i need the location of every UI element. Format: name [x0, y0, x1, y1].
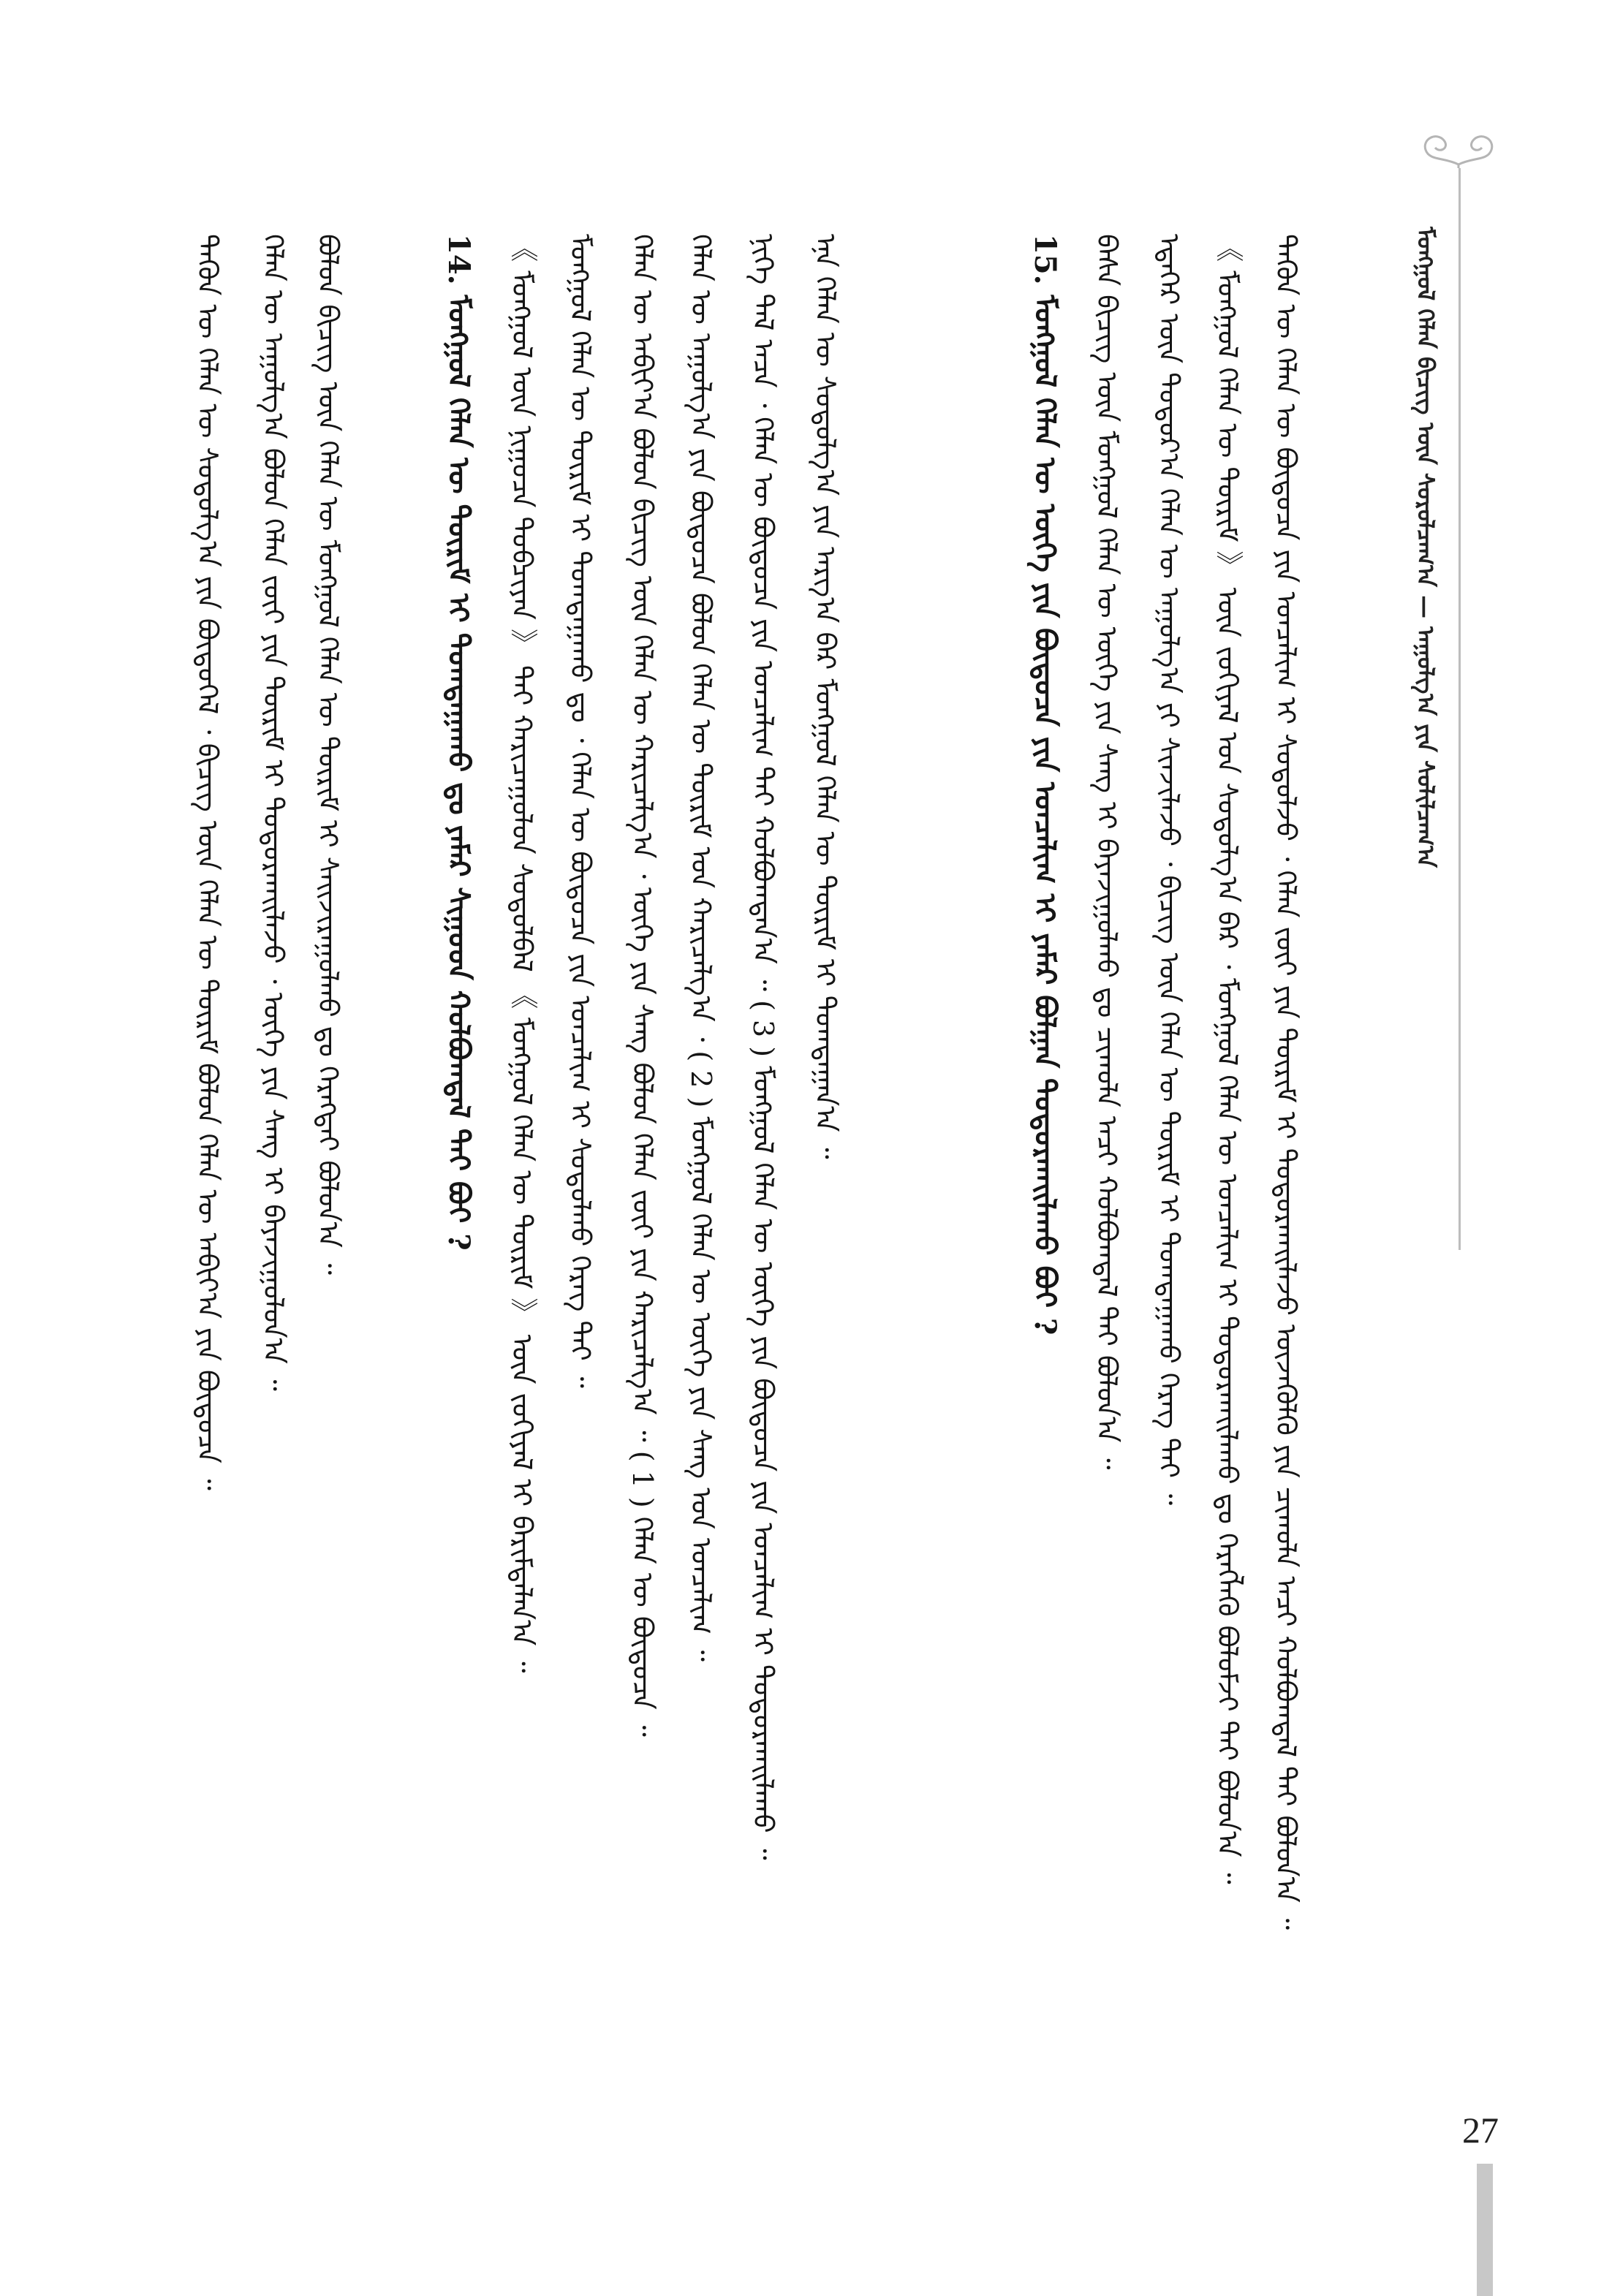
text-column-7: ᠬᠡᠯᠡᠨ ᠦ ᠠᠪᠢᠶ᠎ᠠ ᠪᠣᠯᠤᠨ ᠪᠢᠴᠢᠭ ᠦᠨ ᠬᠡᠯᠡᠨ ᠦ ᠬᠠᠷᠢᠴᠠᠯᠭ᠎ᠠ ᠂ ᠦᠭᠡ ᠶᠢᠨ ᠰᠠᠩ ᠪᠣᠯᠤᠨ ᠬᠡᠯᠡᠨ ᠵᠦᠢ ᠶᠢᠨ ᠬᠠᠷᠢᠴᠠᠯᠭ᠎ᠠ ᠃ ( 1 ) ᠬᠡᠯᠡᠨ ᠦ ᠪᠦᠲᠦᠴᠡ ᠃ [627, 234, 659, 1737]
text-column-5: 《 ᠮᠣᠩᠭᠣᠯ ᠦᠨ ᠨᠢᠭᠤᠴᠠ ᠲᠣᠪᠴᠢᠶᠠᠨ 》 ᠲᠠᠢ ᠬᠠᠷᠢᠴᠠᠭᠤᠯᠤᠨ ᠰᠤᠳᠤᠯᠪᠠᠯ 《 ᠮᠣᠩᠭᠣᠯ ᠬᠡᠯᠡᠨ ᠦ ᠳᠦᠷᠢᠮ 》 ᠦᠨ ᠵᠣᠬᠢᠶᠠᠯ ᠢ ᠪᠠᠷᠢᠮᠲᠠᠯᠠᠨ᠎ᠠ ᠃ [506, 234, 538, 1673]
text-column-12: ᠪᠠᠰᠠ ᠪᠢᠴᠢᠭ ᠦᠨ ᠮᠣᠩᠭᠣᠯ ᠬᠡᠯᠡᠨ ᠦ ᠦᠭᠡ ᠶᠢᠨ ᠰᠠᠩ ᠢ ᠪᠠᠶᠠᠵᠢᠭᠤᠯᠬᠤ ᠳᠤ ᠴᠢᠬᠤᠯᠠ ᠠᠴᠢ ᠬᠣᠯᠪᠣᠭᠳᠠᠯ ᠲᠠᠢ ᠪᠣᠯᠤᠨ᠎ᠠ ᠃ [1091, 234, 1123, 1470]
question-14: 14. ᠮᠣᠩᠭᠣᠯ ᠬᠡᠯᠡᠨ ᠦ ᠳᠦᠷᠢᠮ ᠢ ᠲᠣᠭᠲᠠᠭᠠᠬᠤ ᠳᠤ ᠶᠠᠮᠠᠷ ᠰᠢᠭᠤᠳ ᠬᠣᠯᠪᠣᠭᠳᠠᠯ ᠲᠠᠢ ᠪᠤᠢ ? [442, 234, 476, 1251]
header-ornament-icon [1415, 124, 1502, 168]
text-column-2: ᠬᠡᠯᠡᠨ ᠦ ᠠᠭᠤᠯᠭ᠎ᠠ ᠪᠣᠯᠤᠨ ᠬᠡᠯᠡᠨ ᠵᠦᠢ ᠶᠢᠨ ᠳᠦᠷᠢᠮ ᠢ ᠲᠣᠳᠤᠷᠬᠠᠢᠯᠠᠵᠤ ᠂ ᠦᠭᠡ ᠶᠢᠨ ᠰᠠᠩ ᠢ ᠪᠠᠶᠠᠵᠢᠭᠤᠯᠤᠨ᠎ᠠ ᠃ [257, 234, 290, 1391]
text-column-14: 《 ᠮᠣᠩᠭᠣᠯ ᠬᠡᠯᠡᠨ ᠦ ᠳᠦᠷᠢᠮ 》 ᠦᠨ ᠵᠣᠬᠢᠶᠠᠯ ᠤᠨ ᠰᠤᠳᠤᠯᠭ᠎ᠠ ᠪᠠᠷ ᠂ ᠮᠣᠩᠭᠣᠯ ᠬᠡᠯᠡᠨ ᠦ ᠣᠨᠴᠠᠯᠢᠭ ᠢ ᠲᠣᠳᠤᠷᠬᠠᠢᠯᠠᠬᠤ ᠳᠤ ᠬᠡᠷᠡᠭᠯᠡᠬᠦ ᠪᠣᠯᠤᠮᠵᠢ ᠲᠠᠢ ᠪᠣᠯᠤᠨ᠎ᠠ ᠃ [1211, 234, 1244, 1884]
text-column-9: ᠨᠢᠭᠡ ᠲᠠᠯ ᠠᠴᠠ ᠂ ᠬᠡᠯᠡᠨ ᠦ ᠪᠦᠲᠦᠴᠡ ᠶᠢᠨ ᠣᠨᠴᠠᠯᠢᠭ ᠲᠠᠢ ᠬᠣᠯᠪᠣᠭᠳᠠᠨ᠎ᠠ ᠃ ( 3 ) ᠮᠣᠩᠭᠣᠯ ᠬᠡᠯᠡᠨ ᠦ ᠦᠭᠡ ᠶᠢᠨ ᠪᠦᠲᠦᠴᠡ ᠶᠢᠨ ᠣᠨᠴᠠᠯᠢᠭ ᠢ ᠲᠣᠳᠤᠷᠬᠠᠢᠯᠠᠬᠤ ᠃ [747, 234, 779, 1860]
text-column-6: ᠮᠣᠩᠭᠣᠯ ᠬᠡᠯᠡᠨ ᠦ ᠳᠦᠷᠢᠮ ᠢ ᠲᠣᠭᠲᠠᠭᠠᠬᠤ ᠳᠤ ᠂ ᠬᠡᠯᠡᠨ ᠦ ᠪᠦᠲᠦᠴᠡ ᠶᠢᠨ ᠣᠨᠴᠠᠯᠢᠭ ᠢ ᠰᠤᠳᠤᠯᠬᠤ ᠬᠡᠷᠡᠭ ᠲᠠᠢ ᠃ [564, 234, 597, 1388]
header-rule [1459, 168, 1461, 1250]
text-column-1: ᠲᠡᠭᠦᠨ ᠦ ᠬᠡᠯᠡᠨ ᠦ ᠰᠤᠳᠤᠯᠭ᠎ᠠ ᠶᠢᠨ ᠪᠦᠲᠦᠭᠡᠯ ᠂ ᠪᠢᠴᠢᠭ ᠦᠨ ᠬᠡᠯᠡᠨ ᠦ ᠳᠦᠷᠢᠮ ᠪᠣᠯᠤᠨ ᠬᠡᠯᠡᠨ ᠦ ᠠᠪᠢᠶ᠎ᠠ ᠶᠢᠨ ᠪᠦᠲᠦᠴᠡ ᠃ [192, 234, 224, 1490]
text-column-3: ᠪᠣᠯᠤᠨ ᠪᠢᠴᠢᠭ ᠦᠨ ᠬᠡᠯᠡᠨ ᠦ ᠮᠣᠩᠭᠣᠯ ᠬᠡᠯᠡᠨ ᠦ ᠳᠦᠷᠢᠮ ᠢ ᠰᠠᠢᠵᠢᠷᠠᠭᠤᠯᠬᠤ ᠳᠤ ᠬᠡᠷᠡᠭᠲᠡᠢ ᠪᠣᠯᠤᠨ᠎ᠠ ᠃ [312, 234, 344, 1276]
text-column-13: ᠡᠳᠡᠭᠡᠷ ᠦᠨ ᠳᠣᠲᠣᠷ᠎ᠠ ᠬᠡᠯᠡᠨ ᠦ ᠠᠭᠤᠯᠭ᠎ᠠ ᠶᠢ ᠰᠢᠨᠵᠢᠯᠡᠵᠦ ᠂ ᠪᠢᠴᠢᠭ ᠦᠨ ᠬᠡᠯᠡᠨ ᠦ ᠳᠦᠷᠢᠮ ᠢ ᠲᠣᠭᠲᠠᠭᠠᠬᠤ ᠬᠡᠷᠡᠭ ᠲᠠᠢ ᠃ [1153, 234, 1185, 1506]
text-column-15: ᠲᠡᠭᠦᠨ ᠦ ᠬᠡᠯᠡᠨ ᠦ ᠪᠦᠲᠦᠴᠡ ᠶᠢᠨ ᠣᠨᠴᠠᠯᠢᠭ ᠢ ᠰᠤᠳᠤᠯᠵᠤ ᠂ ᠬᠡᠯᠡᠨ ᠵᠦᠢ ᠶᠢᠨ ᠳᠦᠷᠢᠮ ᠢ ᠲᠣᠳᠤᠷᠬᠠᠢᠯᠠᠵᠤ ᠦᠵᠡᠭᠦᠯᠬᠦ ᠶᠢᠨ ᠴᠢᠬᠤᠯᠠ ᠠᠴᠢ ᠬᠣᠯᠪᠣᠭᠳᠠᠯ ᠲᠠᠢ ᠪᠣᠯᠤᠨ᠎ᠠ ᠃ [1270, 234, 1302, 1931]
text-column-8: ᠬᠡᠯᠡᠨ ᠦ ᠠᠭᠤᠯᠭ᠎ᠠ ᠶᠢᠨ ᠪᠦᠲᠦᠴᠡ ᠪᠣᠯᠤᠨ ᠬᠡᠯᠡᠨ ᠦ ᠳᠦᠷᠢᠮ ᠤᠨ ᠬᠠᠷᠢᠴᠠᠯᠭ᠎ᠠ ᠂ ( 2 ) ᠮᠣᠩᠭᠣᠯ ᠬᠡᠯᠡᠨ ᠦ ᠦᠭᠡ ᠶᠢᠨ ᠰᠠᠩ ᠤᠨ ᠣᠨᠴᠠᠯᠢᠭ ᠃ [685, 234, 717, 1662]
text-column-10: ᠡᠨᠡ ᠬᠡᠯᠡᠨ ᠦ ᠰᠤᠳᠤᠯᠭ᠎ᠠ ᠶᠢᠨ ᠠᠷᠭ᠎ᠠ ᠪᠠᠷ ᠮᠣᠩᠭᠣᠯ ᠬᠡᠯᠡᠨ ᠦ ᠳᠦᠷᠢᠮ ᠢ ᠲᠣᠭᠲᠠᠭᠠᠨ᠎ᠠ ᠃ [809, 234, 841, 1159]
running-header: ᠮᠣᠩᠭᠣᠯ ᠬᠡᠯᠡᠨ ᠪᠢᠴᠢᠭ ᠦᠨ ᠰᠤᠷᠤᠯᠴᠠᠭ᠎ᠠ — ᠠᠭᠤᠯᠭ᠎ᠠ ᠶᠢᠨ ᠰᠣᠯᠢᠯᠴᠠᠭ᠎ᠠ [1412, 227, 1439, 868]
page-number: 27 [1462, 2110, 1499, 2151]
side-tab-bar [1477, 2164, 1493, 2296]
question-15: 15. ᠮᠣᠩᠭᠣᠯ ᠬᠡᠯᠡᠨ ᠦ ᠦᠭᠡ ᠶᠢᠨ ᠪᠦᠲᠦᠴᠡ ᠶᠢᠨ ᠣᠨᠴᠠᠯᠢᠭ ᠢ ᠶᠠᠮᠠᠷ ᠪᠣᠯᠭᠠᠨ ᠲᠣᠳᠤᠷᠬᠠᠢᠯᠠᠬᠤ ᠪᠤᠢ ? [1028, 234, 1062, 1335]
